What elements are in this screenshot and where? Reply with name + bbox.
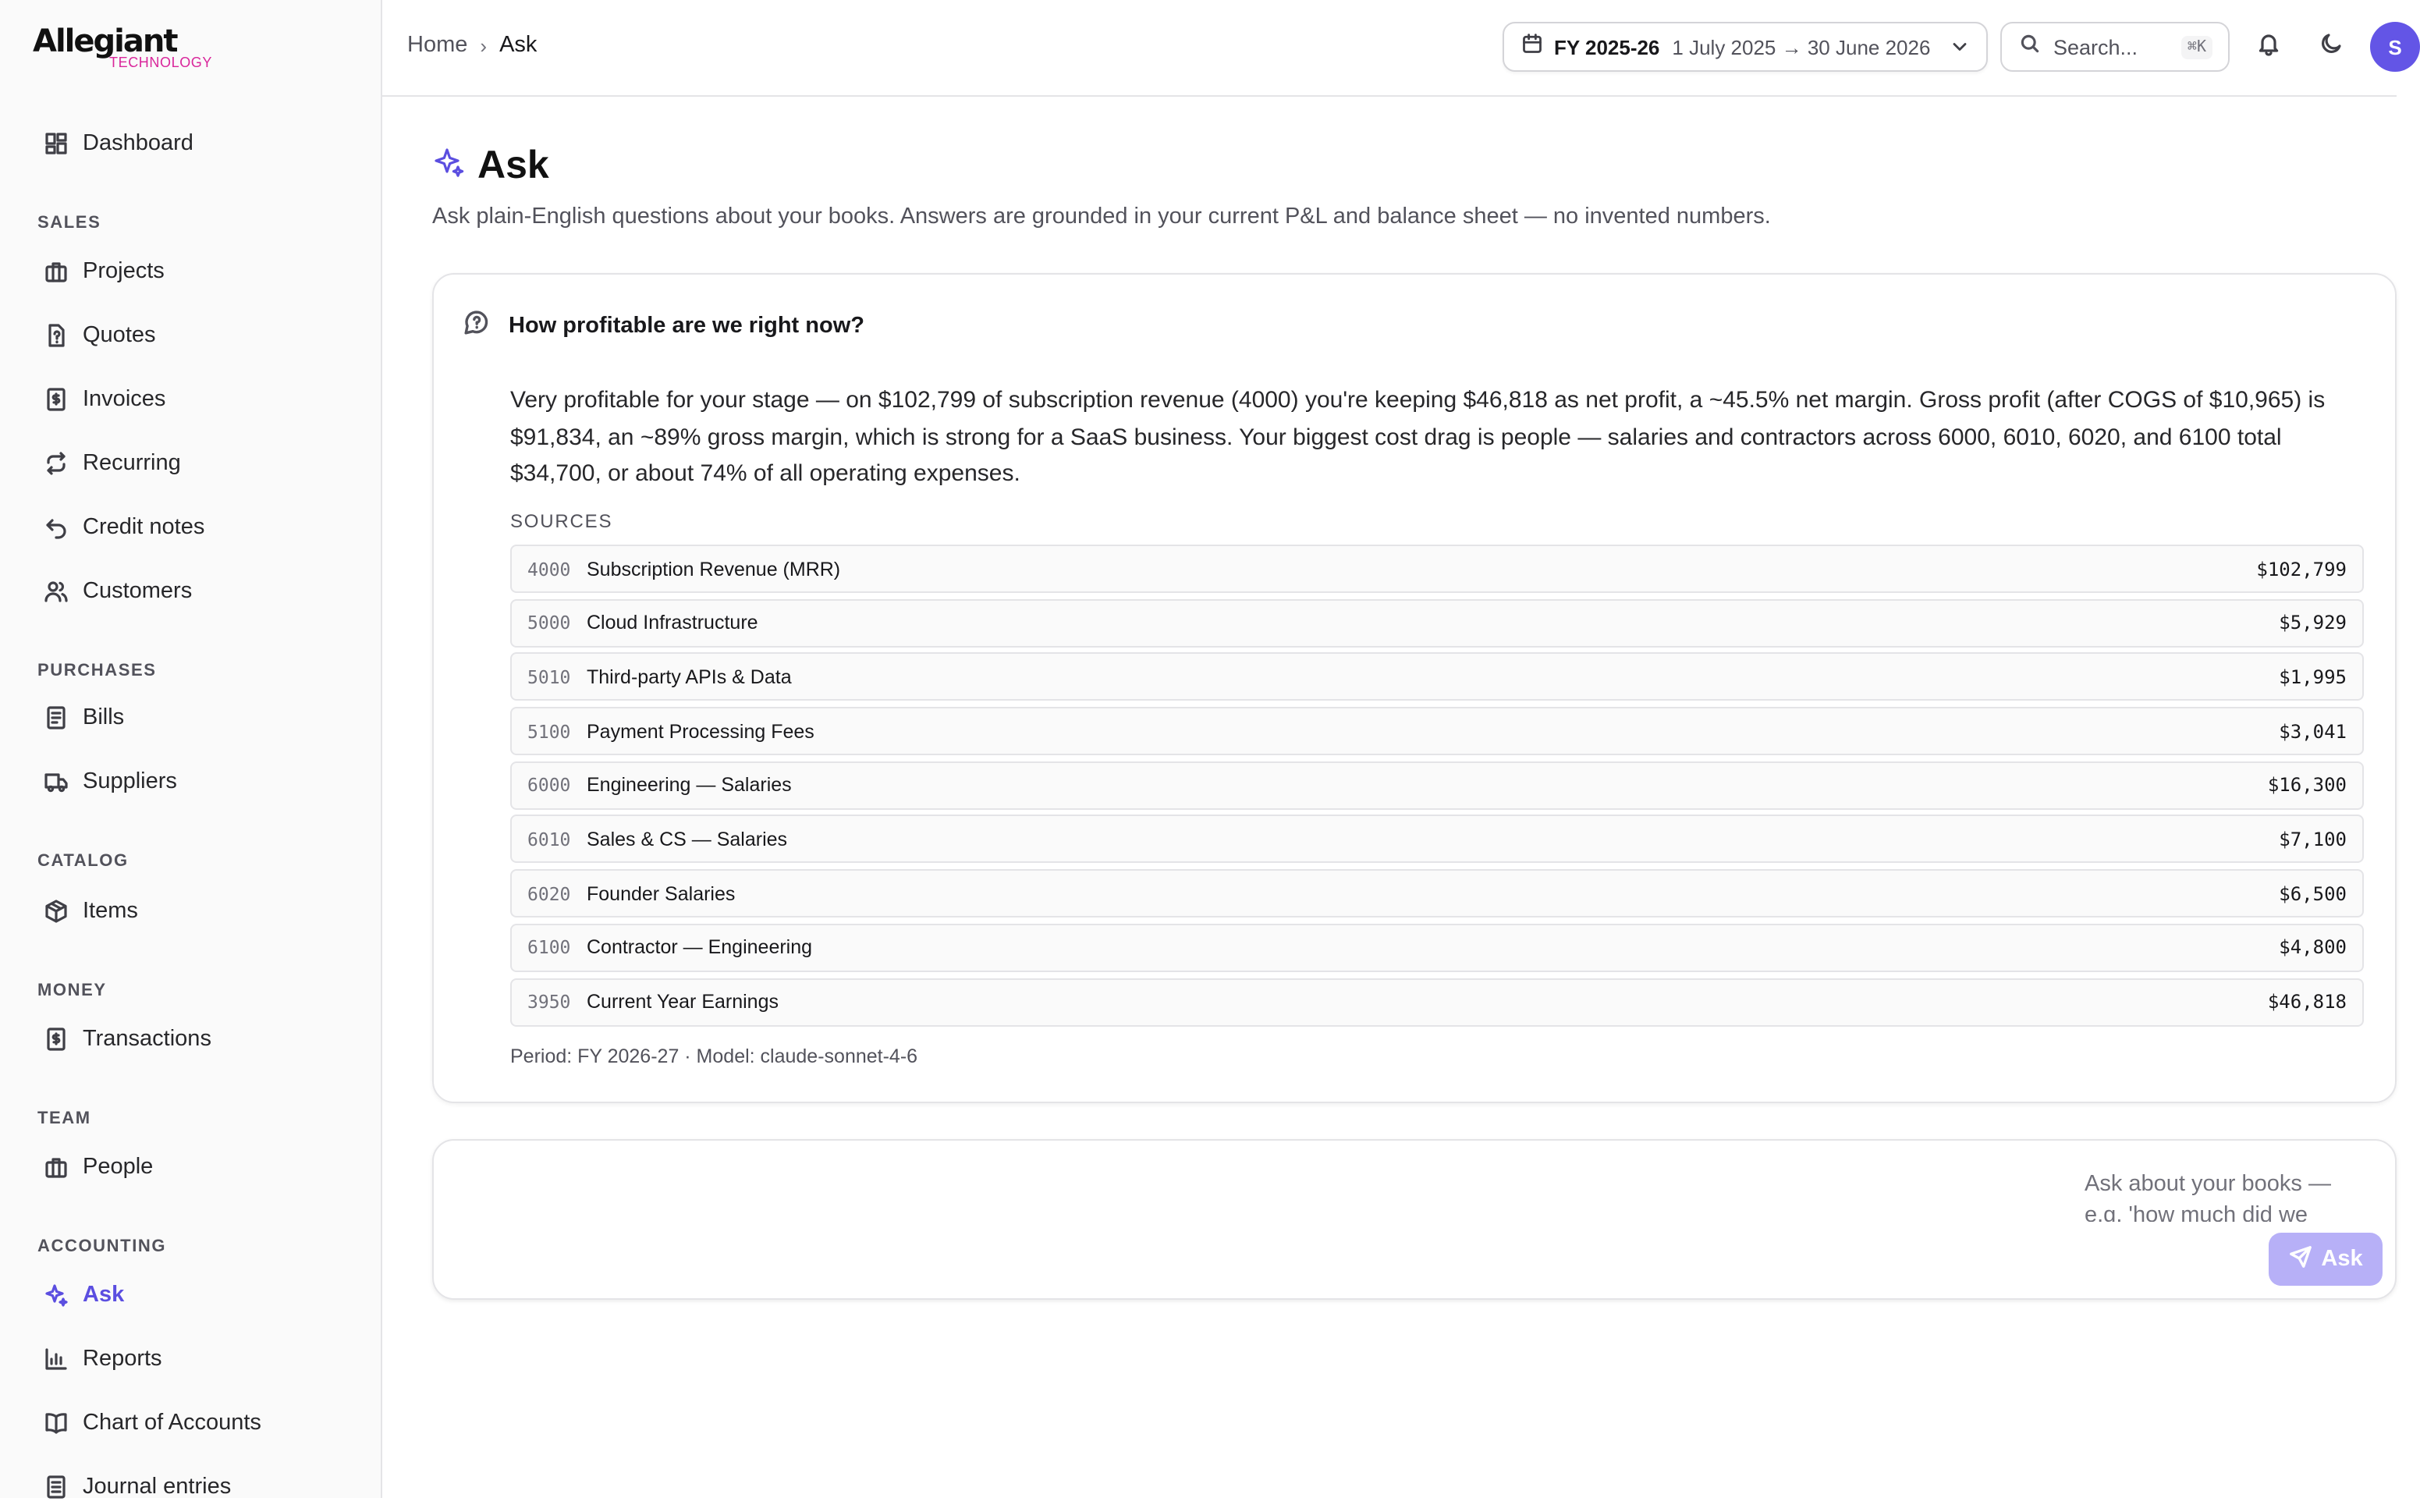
fiscal-year-select[interactable]	[1503, 22, 1988, 72]
sidebar-item-label: Projects	[83, 259, 165, 284]
fiscal-year-range: 1 July 2025 → 30 June 2026	[1672, 35, 1931, 59]
chevron-down-icon	[1949, 36, 1971, 66]
answer-meta: Period: FY 2026-27 · Model: claude-sonnet-4-6	[510, 1045, 918, 1067]
users-icon	[44, 579, 69, 604]
question-row	[463, 309, 864, 343]
nav-group-catalog: CATALOG	[37, 852, 129, 871]
page-title	[432, 144, 549, 189]
brand-sub: TECHNOLOGY	[109, 55, 213, 70]
source-amount: $5,929	[2279, 612, 2347, 634]
calendar-icon	[1521, 32, 1543, 62]
sidebar-item-suppliers[interactable]	[25, 757, 356, 807]
sidebar-item-customers[interactable]	[25, 566, 356, 616]
sources-list	[510, 545, 2364, 1031]
source-amount: $6,500	[2279, 882, 2347, 905]
dollar-receipt-icon	[44, 1027, 69, 1052]
source-name: Cloud Infrastructure	[587, 612, 758, 634]
sidebar-item-projects[interactable]	[25, 247, 356, 296]
sparkles-icon	[44, 1283, 69, 1308]
ask-input[interactable]	[2085, 1169, 2365, 1222]
truck-icon	[44, 769, 69, 794]
sidebar-item-label: People	[83, 1155, 154, 1180]
sidebar-item-journal-entries[interactable]	[25, 1462, 356, 1512]
page-header	[432, 144, 549, 189]
sources-label: SOURCES	[510, 510, 613, 532]
source-row	[510, 598, 2364, 647]
ask-composer	[432, 1139, 2397, 1300]
source-code: 4000	[527, 558, 571, 580]
brand-name: Allegiant	[33, 22, 177, 59]
source-code: 5000	[527, 612, 571, 634]
moon-icon	[2319, 30, 2344, 63]
sidebar-item-chart-of-accounts[interactable]	[25, 1398, 356, 1448]
source-name: Engineering — Salaries	[587, 774, 792, 797]
source-row	[510, 545, 2364, 593]
package-icon	[44, 899, 69, 924]
send-icon	[2288, 1244, 2321, 1274]
sidebar-item-label: Invoices	[83, 387, 166, 412]
source-code: 5100	[527, 720, 571, 743]
source-code: 3950	[527, 991, 571, 1013]
source-row	[510, 653, 2364, 701]
source-amount: $1,995	[2279, 665, 2347, 688]
answer-text: Very profitable for your stage — on $102,799 of subscription revenue (4000) you're keeping $46,818 as net profit, a ~45.5% net margin. Gross profit (after COGS of $10,965) is $91,834, an ~89% gross margin, which is strong for a SaaS business. Your biggest cost drag is people — salaries and contractors across 6000, 6010, 6020, and 6100 total $34,700, or about 74% of all operating expenses.	[510, 387, 2326, 487]
answer-card	[432, 273, 2397, 1103]
breadcrumb-current: Ask	[499, 33, 538, 58]
notifications-button[interactable]	[2247, 25, 2290, 69]
topbar	[382, 0, 2402, 97]
source-name: Payment Processing Fees	[587, 720, 814, 743]
dashboard-icon	[44, 131, 69, 156]
search-shortcut: ⌘K	[2181, 36, 2212, 59]
page-subtitle: Ask plain-English questions about your books. Answers are grounded in your current P&L and balance sheet — no invented numbers.	[432, 204, 1771, 229]
fiscal-year-label: FY 2025-26	[1554, 35, 1660, 59]
sidebar-item-label: Bills	[83, 705, 125, 730]
repeat-icon	[44, 451, 69, 476]
sidebar-item-bills[interactable]	[25, 693, 356, 743]
source-code: 5010	[527, 665, 571, 688]
brand-logo[interactable]	[33, 23, 220, 76]
page-title-text: Ask	[477, 144, 549, 187]
source-amount: $46,818	[2267, 991, 2347, 1013]
nav-group-accounting: ACCOUNTING	[37, 1237, 167, 1256]
sidebar-item-label: Items	[83, 899, 138, 924]
source-name: Founder Salaries	[587, 882, 736, 905]
avatar[interactable]: S	[2370, 22, 2420, 72]
breadcrumb-home[interactable]: Home	[407, 33, 468, 58]
document-icon	[44, 705, 69, 730]
source-amount: $3,041	[2279, 720, 2347, 743]
source-code: 6010	[527, 828, 571, 850]
briefcase-icon	[44, 259, 69, 284]
question-text: How profitable are we right now?	[509, 314, 864, 339]
nav-group-team: TEAM	[37, 1109, 91, 1128]
receipt-dollar-icon	[44, 387, 69, 412]
undo-icon	[44, 515, 69, 540]
source-name: Sales & CS — Salaries	[587, 828, 788, 850]
sidebar-item-label: Reports	[83, 1347, 162, 1372]
message-question-icon	[463, 309, 490, 343]
source-row	[510, 924, 2364, 972]
sidebar-item-invoices[interactable]	[25, 374, 356, 424]
file-question-icon	[44, 323, 69, 348]
source-code: 6100	[527, 936, 571, 959]
nav-group-purchases: PURCHASES	[37, 662, 157, 680]
sidebar-item-credit-notes[interactable]	[25, 502, 356, 552]
sidebar-item-label: Journal entries	[83, 1475, 232, 1500]
sidebar-item-label: Dashboard	[83, 131, 193, 156]
chevron-right-icon: ›	[480, 34, 488, 57]
source-name: Third-party APIs & Data	[587, 665, 792, 688]
search-input[interactable]	[2053, 35, 2166, 59]
book-open-icon	[44, 1411, 69, 1436]
source-row	[510, 869, 2364, 917]
source-amount: $16,300	[2267, 774, 2347, 797]
source-row	[510, 978, 2364, 1026]
sparkles-icon	[432, 145, 477, 187]
sidebar-item-label: Quotes	[83, 323, 156, 348]
source-row	[510, 761, 2364, 810]
sidebar-item-dashboard[interactable]	[25, 119, 356, 169]
source-code: 6000	[527, 774, 571, 797]
source-name: Contractor — Engineering	[587, 936, 813, 959]
sidebar-item-label: Suppliers	[83, 769, 177, 794]
bell-icon	[2256, 30, 2281, 63]
notebook-icon	[44, 1475, 69, 1500]
source-amount: $7,100	[2279, 828, 2347, 850]
bar-chart-icon	[44, 1347, 69, 1372]
search-icon	[2019, 32, 2041, 62]
nav-group-money: MONEY	[37, 981, 107, 1000]
sidebar-item-people[interactable]	[25, 1142, 356, 1192]
ask-button-label: Ask	[2321, 1247, 2363, 1272]
source-row	[510, 707, 2364, 755]
sidebar-item-items[interactable]	[25, 886, 356, 936]
sidebar	[0, 0, 382, 1498]
main-content	[382, 0, 2402, 1498]
sidebar-item-label: Credit notes	[83, 515, 205, 540]
briefcase-icon	[44, 1155, 69, 1180]
sidebar-item-label: Recurring	[83, 451, 181, 476]
sidebar-item-transactions[interactable]	[25, 1014, 356, 1064]
source-row	[510, 815, 2364, 864]
sidebar-item-quotes[interactable]	[25, 311, 356, 360]
breadcrumb	[407, 33, 537, 58]
sidebar-item-label: Customers	[83, 579, 193, 604]
sidebar-item-label: Transactions	[83, 1027, 211, 1052]
source-name: Current Year Earnings	[587, 991, 779, 1013]
sidebar-item-label: Ask	[83, 1283, 125, 1308]
sidebar-item-reports[interactable]	[25, 1334, 356, 1384]
sidebar-item-ask[interactable]	[25, 1270, 356, 1320]
search-box[interactable]	[2000, 22, 2230, 72]
nav-group-sales: SALES	[37, 214, 101, 232]
ask-submit-button[interactable]	[2269, 1233, 2383, 1286]
sidebar-item-recurring[interactable]	[25, 438, 356, 488]
source-code: 6020	[527, 882, 571, 905]
theme-toggle-button[interactable]	[2309, 25, 2353, 69]
source-amount: $102,799	[2256, 558, 2347, 580]
sidebar-item-label: Chart of Accounts	[83, 1411, 261, 1436]
source-name: Subscription Revenue (MRR)	[587, 558, 841, 580]
source-amount: $4,800	[2279, 936, 2347, 959]
